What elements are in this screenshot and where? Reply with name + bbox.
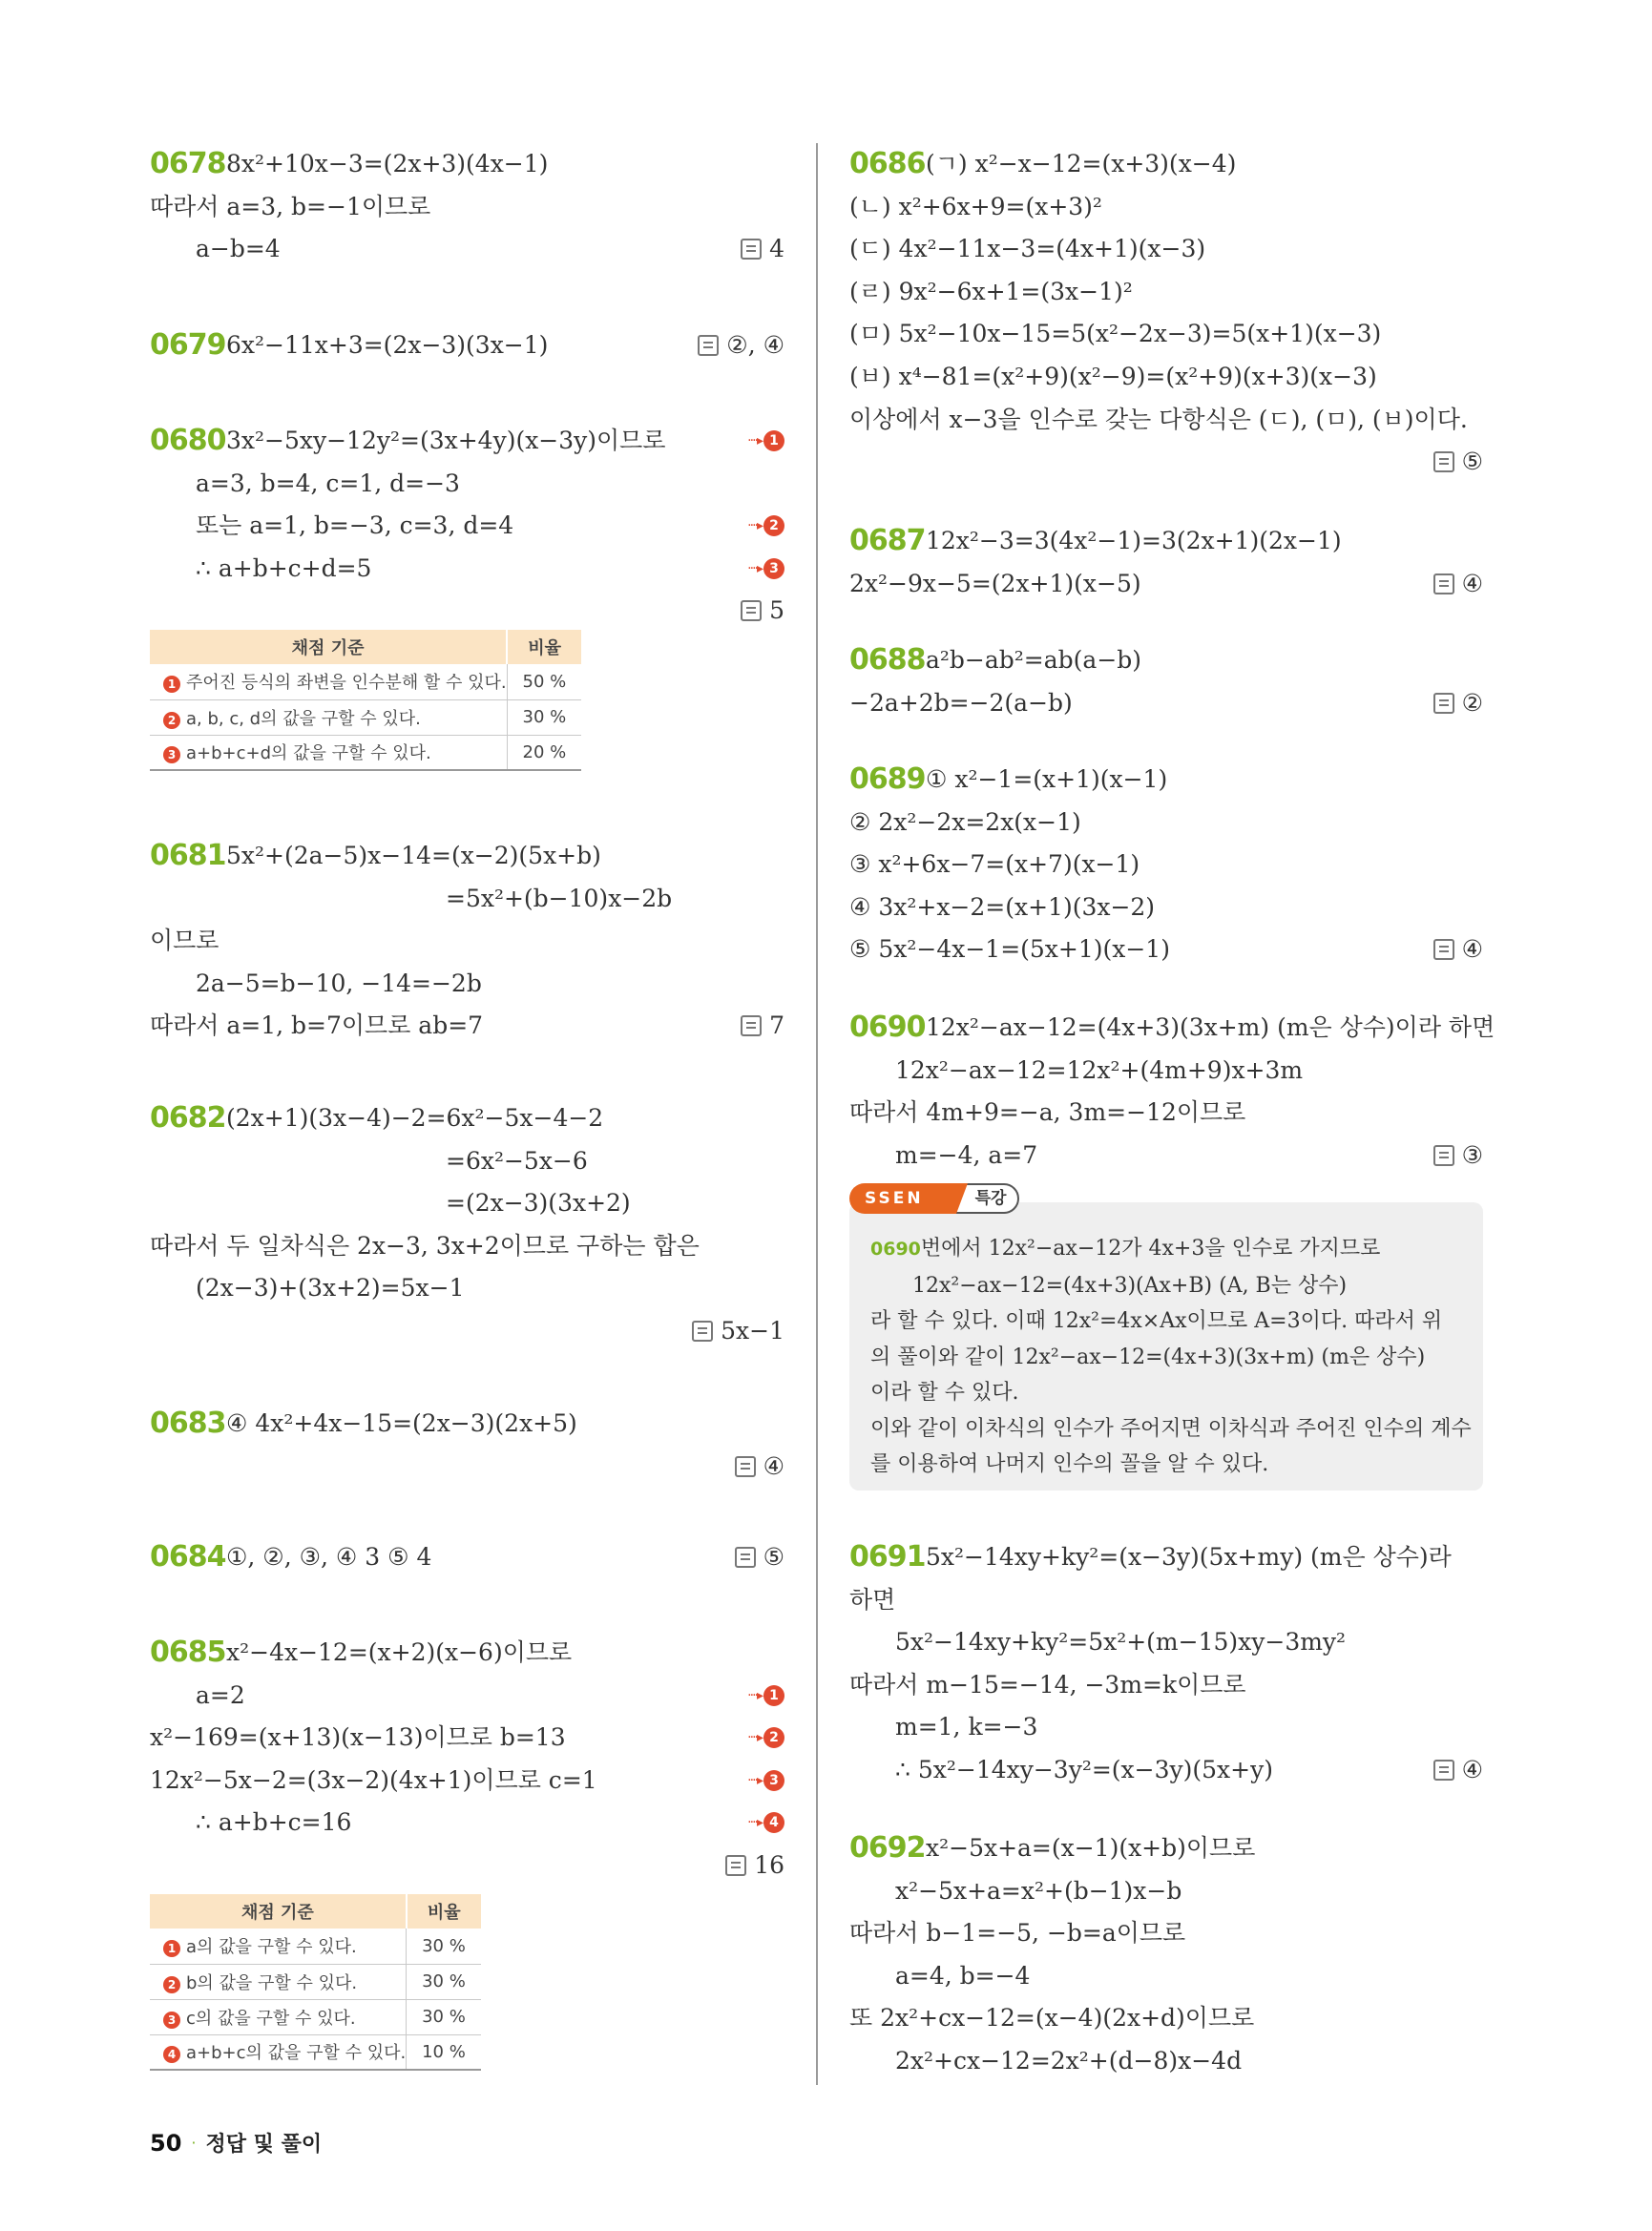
solution-text: 따라서 4m+9=−a, 3m=−12이므로 (849, 1098, 1246, 1127)
solution-line (849, 682, 1483, 724)
solution-text: =(2x−3)(3x+2) (446, 1189, 631, 1218)
solution-text: (ㄹ) 9x²−6x+1=(3x−1)² (849, 277, 1133, 305)
grading-header-ratio: 비율 (507, 630, 581, 664)
grading-criteria-text: c의 값을 구할 수 있다. (186, 2008, 356, 2029)
step-badge: 1 (163, 1940, 180, 1957)
solution-text: 따라서 a=3, b=−1이므로 (150, 192, 431, 220)
problem-0684 (150, 1536, 784, 1583)
solution-line (150, 878, 784, 920)
solution-text: 이상에서 x−3을 인수로 갖는 다항식은 (ㄷ), (ㅁ), (ㅂ)이다. (849, 405, 1468, 433)
solution-line (849, 639, 1483, 681)
solution-line (849, 1050, 1483, 1092)
grading-criteria (150, 699, 507, 735)
answer-value: ④ (1461, 935, 1483, 964)
solution-line (150, 1845, 784, 1887)
step-badge: 1 (763, 430, 784, 451)
ssen-line-text: 라 할 수 있다. 이때 12x²=4x×Ax이므로 A=3이다. 따라서 위 (870, 1309, 1443, 1333)
ssen-problem-ref: 0690 (870, 1239, 921, 1260)
answer-icon (1433, 1760, 1454, 1781)
solution-line (150, 463, 784, 505)
solution-line (150, 143, 784, 185)
answer-value: 5x−1 (721, 1317, 784, 1345)
grading-row (150, 699, 581, 735)
solution-text: (ㄴ) x²+6x+9=(x+3)² (849, 192, 1102, 220)
solution-line (849, 1621, 1483, 1663)
problem-number: 0682 (150, 1101, 226, 1135)
solution-line (150, 590, 784, 632)
solution-text: ② 2x²−2x=2x(x−1) (849, 807, 1081, 836)
solution-line (150, 186, 784, 228)
solution-line (150, 505, 784, 547)
solution-line (849, 1092, 1483, 1134)
answer (741, 1005, 784, 1047)
solution-line (150, 1097, 784, 1139)
grading-criteria-text: a+b+c+d의 값을 구할 수 있다. (186, 743, 431, 764)
grading-row (150, 1999, 481, 2034)
answer-value: ④ (1461, 1756, 1483, 1783)
answer-icon (1433, 939, 1454, 960)
solution-line (849, 356, 1483, 398)
grading-criteria-text: a의 값을 구할 수 있다. (186, 1937, 357, 1958)
answer (698, 324, 784, 366)
grading-criteria (150, 1964, 407, 1999)
solution-line (849, 520, 1483, 562)
problem-0682 (150, 1097, 784, 1357)
step-badge: 2 (763, 1727, 784, 1748)
page-number: 50 (150, 2129, 182, 2157)
solution-line (150, 1760, 784, 1802)
solution-text: x²−5x+a=(x−1)(x+b)이므로 (926, 1834, 1256, 1862)
answer-icon (692, 1321, 713, 1342)
grading-criteria-text: a+b+c의 값을 구할 수 있다. (186, 2043, 407, 2064)
step-badge: 3 (163, 746, 180, 763)
solution-line (849, 1664, 1483, 1706)
answer-icon (725, 1855, 746, 1876)
problem-0690 (849, 1007, 1495, 1180)
solution-line (150, 963, 784, 1005)
solution-text: 2x²+cx−12=2x²+(d−8)x−4d (895, 2047, 1243, 2075)
answer-value: ②, ④ (726, 331, 784, 359)
step-badge: 1 (163, 676, 180, 693)
problem-number: 0689 (849, 762, 926, 796)
step-marker (747, 548, 784, 590)
problem-0686 (849, 143, 1483, 488)
answer-value: ④ (763, 1451, 784, 1480)
grading-criteria (150, 1999, 407, 2034)
solution-text: ∴ a+b+c=16 (196, 1808, 352, 1837)
solution-text: ①, ②, ③, ④ 3 ⑤ 4 (226, 1543, 432, 1571)
step-arrow-icon: ····▸ (747, 433, 762, 448)
step-arrow-icon: ····▸ (747, 518, 762, 534)
grading-row (150, 1929, 481, 1964)
ssen-line (870, 1375, 1462, 1411)
grading-table (150, 630, 581, 771)
answer (1433, 1135, 1483, 1177)
problem-0687 (849, 520, 1483, 609)
grading-header-ratio: 비율 (407, 1894, 481, 1929)
solution-text: 6x²−11x+3=(2x−3)(3x−1) (226, 331, 549, 359)
solution-text: =6x²−5x−6 (446, 1146, 588, 1175)
step-marker (747, 1717, 784, 1759)
ssen-special-label: 특강 (952, 1183, 1020, 1214)
solution-text: 또 2x²+cx−12=(x−4)(2x+d)이므로 (849, 2004, 1255, 2033)
answer-value: 16 (754, 1851, 784, 1879)
answer (1433, 928, 1483, 970)
solution-text: ④ 4x²+4x−15=(2x−3)(2x+5) (226, 1409, 577, 1437)
step-badge: 2 (763, 515, 784, 536)
step-badge: 2 (163, 1976, 180, 1993)
answer (735, 1446, 784, 1488)
problem-number: 0692 (849, 1831, 926, 1865)
solution-text: a−b=4 (196, 235, 281, 263)
step-badge: 2 (163, 712, 180, 729)
solution-text: m=−4, a=7 (895, 1140, 1038, 1169)
solution-line (849, 1536, 1483, 1578)
grading-ratio: 20 % (507, 735, 581, 770)
problem-number: 0683 (150, 1407, 226, 1440)
problem-number: 0691 (849, 1540, 926, 1574)
problem-number: 0688 (849, 643, 926, 677)
answer-value: 4 (769, 235, 784, 263)
grading-row (150, 1964, 481, 1999)
grading-ratio: 30 % (507, 699, 581, 735)
problem-number: 0679 (150, 328, 226, 362)
step-marker (747, 1675, 784, 1717)
grading-criteria (150, 2034, 407, 2070)
solution-line (849, 143, 1483, 185)
answer-icon (735, 1547, 756, 1568)
problem-number: 0680 (150, 424, 226, 457)
solution-text: ∴ a+b+c+d=5 (196, 553, 372, 582)
ssen-line (870, 1411, 1472, 1448)
footer-label: 정답 및 풀이 (205, 2133, 323, 2157)
answer (741, 590, 784, 632)
solution-line (849, 313, 1483, 355)
solution-text: ∴ 5x²−14xy−3y²=(x−3y)(5x+y) (895, 1756, 1273, 1783)
solution-text: 또는 a=1, b=−3, c=3, d=4 (196, 511, 514, 540)
ssen-line-text: 이라 할 수 있다. (870, 1381, 1019, 1405)
answer-icon (1433, 573, 1454, 594)
solution-line (849, 886, 1483, 928)
solution-text: (ㄷ) 4x²−11x−3=(4x+1)(x−3) (849, 235, 1206, 263)
problem-number: 0684 (150, 1540, 226, 1574)
solution-text: =5x²+(b−10)x−2b (446, 884, 673, 912)
solution-line (849, 228, 1483, 270)
answer-icon (1433, 451, 1454, 472)
grading-ratio: 30 % (407, 1929, 481, 1964)
solution-text: 따라서 m−15=−14, −3m=k이므로 (849, 1670, 1246, 1699)
solution-text: 이므로 (150, 927, 220, 955)
solution-line (849, 1579, 1483, 1621)
answer (741, 228, 784, 270)
solution-text: 따라서 a=1, b=7이므로 ab=7 (150, 1011, 484, 1040)
solution-line (150, 324, 784, 366)
grading-criteria (150, 735, 507, 770)
solution-text: x²−5x+a=x²+(b−1)x−b (895, 1876, 1182, 1905)
solution-text: (2x+1)(3x−4)−2=6x²−5x−4−2 (226, 1104, 604, 1132)
solution-line (849, 1007, 1495, 1049)
solution-line (150, 1225, 784, 1267)
problem-0691 (849, 1536, 1483, 1796)
solution-text: 5x²−14xy+ky²=5x²+(m−15)xy−3my² (895, 1628, 1347, 1657)
grading-criteria-text: b의 값을 구할 수 있다. (186, 1972, 358, 1993)
solution-line (849, 2040, 1483, 2082)
solution-line (150, 1446, 784, 1488)
page-footer (150, 2128, 322, 2158)
solution-line (849, 1912, 1483, 1954)
ssen-line (870, 1268, 1462, 1304)
problem-number: 0678 (150, 147, 226, 180)
answer-value: ② (1461, 688, 1483, 717)
grading-ratio: 30 % (407, 1964, 481, 1999)
solution-line (150, 548, 784, 590)
solution-line (849, 1135, 1483, 1177)
ssen-line (870, 1231, 1462, 1268)
grading-criteria-text: 주어진 등식의 좌변을 인수분해 할 수 있다. (186, 673, 507, 694)
solution-text: 하면 (849, 1585, 896, 1614)
solution-line (849, 1955, 1483, 1997)
solution-line (150, 1005, 784, 1047)
solution-line (150, 1802, 784, 1844)
solution-text: 따라서 b−1=−5, −b=a이므로 (849, 1919, 1186, 1948)
solution-line (849, 563, 1483, 605)
ssen-line (870, 1447, 1462, 1483)
step-badge: 4 (163, 2046, 180, 2063)
footer-dot: · (191, 2134, 197, 2152)
solution-text: a²b−ab²=ab(a−b) (926, 646, 1142, 674)
grading-header-criteria: 채점 기준 (240, 1903, 314, 1923)
solution-line (150, 920, 784, 962)
ssen-line (870, 1340, 1462, 1376)
problem-number: 0681 (150, 839, 226, 872)
solution-line (150, 1632, 784, 1674)
solution-line (150, 1717, 784, 1759)
problem-0679 (150, 324, 784, 371)
solution-text: ① x²−1=(x+1)(x−1) (926, 765, 1168, 793)
solution-text: 5x²+(2a−5)x−14=(x−2)(5x+b) (226, 842, 601, 869)
step-arrow-icon: ····▸ (747, 560, 762, 576)
problem-number: 0690 (849, 1011, 926, 1044)
solution-text: 2a−5=b−10, −14=−2b (196, 969, 482, 997)
answer (725, 1845, 784, 1887)
solution-line (150, 1675, 784, 1717)
grading-criteria (150, 664, 507, 699)
answer (1433, 1749, 1483, 1791)
answer-value: ④ (1461, 569, 1483, 597)
grading-row (150, 2034, 481, 2070)
solution-text: (ㅁ) 5x²−10x−15=5(x²−2x−3)=5(x+1)(x−3) (849, 320, 1382, 348)
problem-0689 (849, 759, 1483, 975)
answer-value: ③ (1461, 1140, 1483, 1169)
solution-text: ⑤ 5x²−4x−1=(5x+1)(x−1) (849, 935, 1170, 964)
problem-0685 (150, 1632, 784, 1891)
solution-line (150, 1182, 784, 1224)
step-marker (747, 1760, 784, 1802)
solution-line (849, 844, 1483, 886)
ssen-line-text: 를 이용하여 나머지 인수의 꼴을 알 수 있다. (870, 1452, 1269, 1476)
problem-number: 0686 (849, 147, 926, 180)
problem-number: 0685 (150, 1636, 226, 1669)
problem-0688 (849, 639, 1483, 728)
step-arrow-icon: ····▸ (747, 1687, 762, 1703)
solution-text: m=1, k=−3 (895, 1713, 1038, 1741)
ssen-line-text: 12x²−ax−12=(4x+3)(Ax+B) (A, B는 상수) (912, 1273, 1348, 1298)
column-divider (816, 143, 818, 2085)
answer-icon (741, 600, 762, 621)
answer (735, 1536, 784, 1578)
grading-criteria-text: a, b, c, d의 값을 구할 수 있다. (186, 708, 421, 729)
solution-text: 12x²−ax−12=(4x+3)(3x+m) (m은 상수)이라 하면 (926, 1013, 1495, 1041)
solution-text: x²−4x−12=(x+2)(x−6)이므로 (226, 1638, 573, 1666)
ssen-line-text: 의 풀이와 같이 12x²−ax−12=(4x+3)(3x+m) (m은 상수) (870, 1345, 1426, 1369)
answer-value: ⑤ (763, 1543, 784, 1571)
solution-text: (2x−3)+(3x+2)=5x−1 (196, 1274, 465, 1303)
solution-text: a=4, b=−4 (895, 1961, 1031, 1990)
solution-line (849, 1749, 1483, 1791)
solution-line (150, 1536, 784, 1578)
solution-line (849, 802, 1483, 844)
step-badge: 3 (163, 2012, 180, 2029)
solution-text: a=3, b=4, c=1, d=−3 (196, 469, 460, 497)
step-arrow-icon: ····▸ (747, 1815, 762, 1831)
solution-text: 2x²−9x−5=(2x+1)(x−5) (849, 569, 1141, 597)
step-badge: 1 (763, 1685, 784, 1706)
solution-line (849, 271, 1483, 313)
solution-text: 3x²−5xy−12y²=(3x+4y)(x−3y)이므로 (226, 427, 666, 454)
ssen-line-text: 이와 같이 이차식의 인수가 주어지면 이차식과 주어진 인수의 계수 (870, 1416, 1472, 1441)
answer-icon (1433, 693, 1454, 714)
step-badge: 4 (763, 1812, 784, 1833)
grading-header-criteria: 채점 기준 (291, 638, 365, 658)
step-arrow-icon: ····▸ (747, 1772, 762, 1788)
solution-line (150, 1140, 784, 1182)
solution-line (849, 186, 1483, 228)
solution-line (849, 441, 1483, 483)
answer (1433, 682, 1483, 724)
problem-0681 (150, 835, 784, 1052)
solution-line (849, 928, 1483, 970)
solution-text: 5x²−14xy+ky²=(x−3y)(5x+my) (m은 상수)라 (926, 1543, 1452, 1571)
solution-text: x²−169=(x+13)(x−13)이므로 b=13 (150, 1723, 566, 1752)
step-marker (747, 420, 784, 462)
answer-icon (698, 335, 719, 356)
solution-text: ④ 3x²+x−2=(x+1)(3x−2) (849, 892, 1156, 921)
answer-icon (735, 1456, 756, 1477)
grading-ratio: 10 % (407, 2034, 481, 2070)
answer (692, 1310, 784, 1352)
solution-text: (ㄱ) x²−x−12=(x+3)(x−4) (926, 150, 1237, 177)
solution-line (150, 420, 784, 462)
ssen-line (870, 1303, 1462, 1340)
grading-header (150, 630, 581, 664)
solution-text: 12x²−3=3(4x²−1)=3(2x+1)(2x−1) (926, 527, 1342, 554)
solution-line (849, 1997, 1483, 2039)
grading-ratio: 30 % (407, 1999, 481, 2034)
solution-line (150, 1310, 784, 1352)
answer-value: 5 (769, 596, 784, 625)
step-marker (747, 505, 784, 547)
solution-text: a=2 (196, 1680, 245, 1709)
solution-line (150, 1403, 784, 1445)
step-marker (747, 1802, 784, 1844)
step-badge: 3 (763, 1770, 784, 1791)
problem-0678 (150, 143, 784, 275)
grading-table (150, 1894, 481, 2071)
ssen-line-text: 번에서 12x²−ax−12가 4x+3을 인수로 가지므로 (920, 1237, 1381, 1261)
solution-line (849, 1706, 1483, 1748)
ssen-box (849, 1202, 1483, 1491)
grading-header (150, 1894, 481, 1929)
solution-line (849, 399, 1483, 441)
solution-line (849, 1870, 1483, 1912)
answer-value: 7 (769, 1011, 784, 1040)
answer (1433, 563, 1483, 605)
grading-ratio: 50 % (507, 664, 581, 699)
solution-text: 8x²+10x−3=(2x+3)(4x−1) (226, 150, 549, 177)
solution-text: 12x²−ax−12=12x²+(4m+9)x+3m (895, 1055, 1304, 1084)
problem-number: 0687 (849, 524, 926, 557)
solution-text: 따라서 두 일차식은 2x−3, 3x+2이므로 구하는 합은 (150, 1231, 700, 1260)
solution-text: ③ x²+6x−7=(x+7)(x−1) (849, 850, 1140, 879)
answer-value: ⑤ (1461, 448, 1483, 476)
solution-line (150, 228, 784, 270)
solution-text: 12x²−5x−2=(3x−2)(4x+1)이므로 c=1 (150, 1765, 597, 1794)
solution-line (150, 1267, 784, 1309)
solution-line (150, 835, 784, 877)
answer-icon (741, 1015, 762, 1036)
solution-line (849, 1827, 1483, 1869)
grading-row (150, 664, 581, 699)
step-badge: 3 (763, 558, 784, 579)
grading-row (150, 735, 581, 770)
grading-criteria (150, 1929, 407, 1964)
step-arrow-icon: ····▸ (747, 1730, 762, 1746)
problem-0692 (849, 1827, 1483, 2087)
ssen-tab (849, 1183, 1019, 1214)
answer (1433, 441, 1483, 483)
ssen-label: SSEN (849, 1183, 956, 1214)
problem-0680 (150, 420, 784, 636)
answer-icon (741, 239, 762, 260)
problem-0683 (150, 1403, 784, 1491)
answer-icon (1433, 1145, 1454, 1166)
solution-text: −2a+2b=−2(a−b) (849, 688, 1073, 717)
solution-line (849, 759, 1483, 801)
solution-text: (ㅂ) x⁴−81=(x²+9)(x²−9)=(x²+9)(x+3)(x−3) (849, 363, 1377, 390)
